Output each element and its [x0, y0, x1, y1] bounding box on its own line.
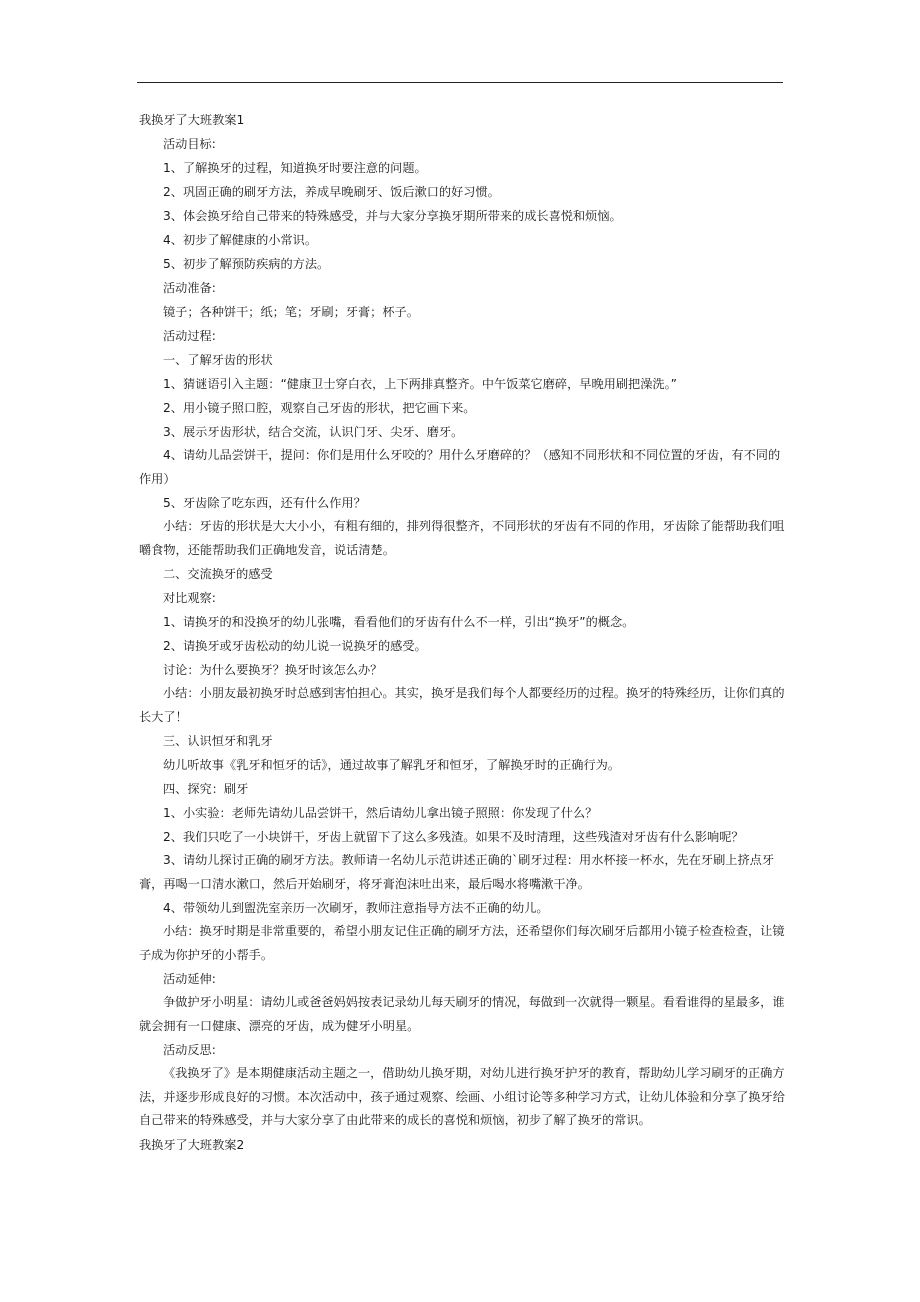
step-item: 1、小实验：老师先请幼儿品尝饼干，然后请幼儿拿出镜子照照：你发现了什么？ [163, 806, 598, 820]
doc-title-1: 我换牙了大班教案1 [139, 113, 245, 127]
observe-heading: 对比观察: [163, 591, 216, 605]
section-title: 三、认识恒牙和乳牙 [163, 734, 273, 748]
goal-heading: 活动目标: [163, 137, 216, 151]
summary-paragraph: 小结：小朋友最初换牙时总感到害怕担心。其实，换牙是我们每个人都要经历的过程。换牙的特殊经历，让你们真的长大了！ [139, 686, 785, 724]
step-item: 5、牙齿除了吃东西，还有什么作用？ [163, 496, 366, 510]
extend-heading: 活动延伸: [163, 972, 216, 986]
prep-items: 镜子；各种饼干；纸；笔；牙刷；牙膏；杯子。 [163, 305, 419, 319]
summary-paragraph: 小结：换牙时期是非常重要的，希望小朋友记住正确的刷牙方法，还希望你们每次刷牙后都用小镜子检查检查，让镜子成为你护牙的小帮手。 [139, 924, 785, 962]
header-rule [137, 82, 783, 83]
step-item: 3、展示牙齿形状，结合交流，认识门牙、尖牙、磨牙。 [163, 425, 464, 439]
goal-item: 4、初步了解健康的小常识。 [163, 233, 318, 247]
goal-item: 1、了解换牙的过程，知道换牙时要注意的问题。 [163, 161, 427, 175]
step-item: 2、我们只吃了一小块饼干，牙齿上就留下了这么多残渣。如果不及时清理，这些残渣对牙齿有什么影响呢？ [163, 830, 744, 844]
section-title: 四、探究：刷牙 [163, 782, 249, 796]
story-line: 幼儿听故事《乳牙和恒牙的话》，通过故事了解乳牙和恒牙，了解换牙时的正确行为。 [163, 758, 621, 772]
step-item: 2、用小镜子照口腔，观察自己牙齿的形状，把它画下来。 [163, 401, 476, 415]
goal-item: 5、初步了解预防疾病的方法。 [163, 257, 330, 271]
goal-item: 3、体会换牙给自己带来的特殊感受，并与大家分享换牙期所带来的成长喜悦和烦恼。 [163, 209, 622, 223]
doc-title-2: 我换牙了大班教案2 [139, 1137, 245, 1152]
step-item: 4、请幼儿品尝饼干，提问：你们是用什么牙咬的？用什么牙磨碎的？（感知不同形状和不同位置的牙齿，有不同的作用） [139, 448, 781, 486]
section-title: 一、了解牙齿的形状 [163, 353, 273, 367]
prep-heading: 活动准备: [163, 281, 216, 295]
step-item: 1、猜谜语引入主题：“健康卫士穿白衣，上下两排真整齐。中午饭菜它磨碎，早晚用刷把澡洗。” [163, 377, 677, 391]
process-heading: 活动过程: [163, 329, 216, 343]
summary-paragraph: 小结：牙齿的形状是大大小小，有粗有细的，排列得很整齐，不同形状的牙齿有不同的作用，牙齿除了能帮助我们咀嚼食物，还能帮助我们正确地发音，说话清楚。 [139, 519, 785, 557]
step-item: 2、请换牙或牙齿松动的幼儿说一说换牙的感受。 [163, 639, 427, 653]
extend-paragraph: 争做护牙小明星：请幼儿或爸爸妈妈按表记录幼儿每天刷牙的情况，每做到一次就得一颗星。看看谁得的星最多，谁就会拥有一口健康、漂亮的牙齿，成为健牙小明星。 [139, 995, 785, 1033]
step-item: 4、带领幼儿到盥洗室亲历一次刷牙，教师注意指导方法不正确的幼儿。 [163, 901, 549, 915]
document-body [139, 108, 785, 1157]
step-item: 1、请换牙的和没换牙的幼儿张嘴，看看他们的牙齿有什么不一样，引出“换牙”的概念。 [163, 615, 635, 629]
section-title: 二、交流换牙的感受 [163, 567, 273, 581]
step-item: 3、请幼儿探讨正确的刷牙方法。教师请一名幼儿示范讲述正确的`刷牙过程：用水杯接一杯水，先在牙刷上挤点牙膏，再喝一口清水漱口，然后开始刷牙，将牙膏泡沫吐出来，最后喝水将嘴漱干净。 [139, 853, 775, 891]
discussion-line: 讨论：为什么要换牙？换牙时该怎么办？ [163, 663, 383, 677]
goal-item: 2、巩固正确的刷牙方法，养成早晚刷牙、饭后漱口的好习惯。 [163, 185, 500, 199]
reflect-paragraph: 《我换牙了》是本期健康活动主题之一，借助幼儿换牙期，对幼儿进行换牙护牙的教育，帮助幼儿学习刷牙的正确方法，并逐步形成良好的习惯。本次活动中，孩子通过观察、绘画、小组讨论等多种学习方式，让幼儿体验和分享了换牙给自己带来的特殊感受，并与大家分享了由此带来的成长的喜悦和烦恼，初步了解了换牙的常识。 [139, 1066, 785, 1127]
reflect-heading: 活动反思: [163, 1043, 216, 1057]
